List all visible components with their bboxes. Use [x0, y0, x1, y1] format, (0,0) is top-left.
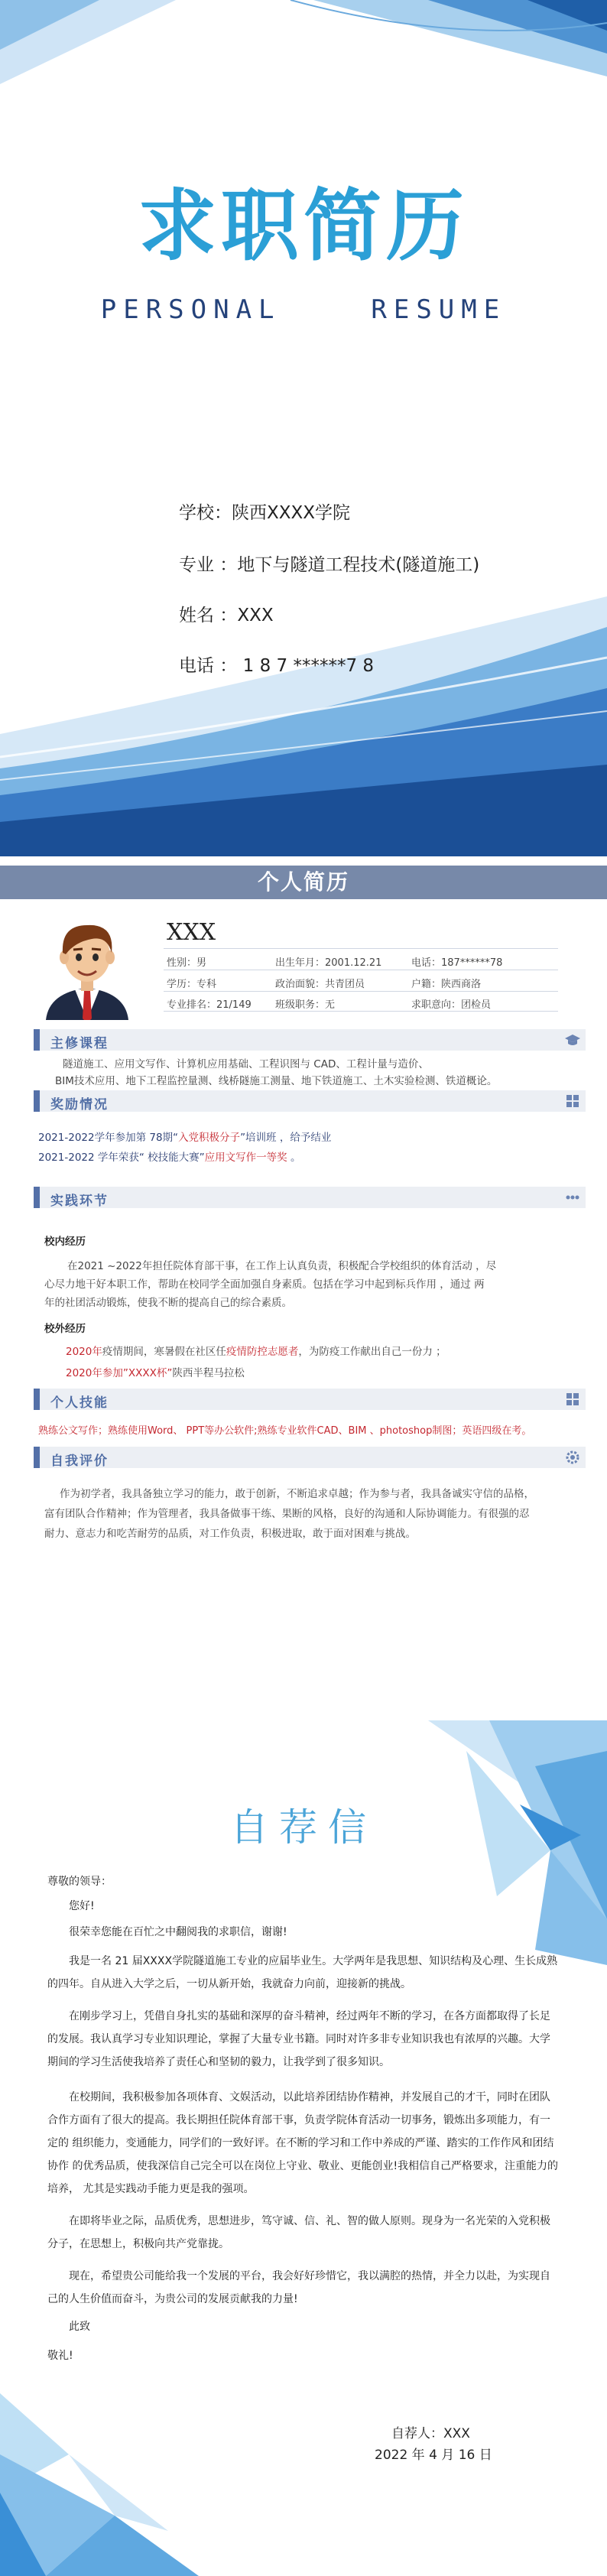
letter-paragraph-2: 我是一名 21 届XXXX学院隧道施工专业的应届毕业生。大学两年是我思想、知识结构及心理、生长成熟的四年。自从进入大学之后，一切从新开始，我就奋力向前，迎接新的挑战。 [47, 1955, 558, 1990]
section-practice: 实践环节 [34, 1187, 586, 1208]
skills-line: 熟练公文写作；熟练使用Word、 PPT等办公软件;熟练专业软件CAD、BIM 、photoshop制图；英语四级在考。 [38, 1425, 532, 1437]
letter-page [0, 1720, 607, 2576]
cover-subtitle: PERSONAL RESUME [100, 294, 507, 325]
profile-gender: 性别：男 [167, 957, 207, 969]
cover-page [0, 0, 607, 856]
campus-line-2: 心尽力地干好本职工作，帮助在校同学全面加强自身素质。包括在学习中起到标兵作用 ，通过 两 [44, 1278, 485, 1291]
grid-icon [564, 1391, 581, 1408]
outside-title: 校外经历 [44, 1323, 86, 1335]
letter-closing: 此致 [69, 2321, 90, 2333]
letter-paragraph-3: 在刚步学习上，凭借自身扎实的基础和深厚的奋斗精神，经过两年不断的学习，在各方面都取得了长足的发展。我认真学习专业知识理论，掌握了大量专业书籍。同时对许多非专业知识我也有浓厚的兴趣。大学期间的学习生活使我培养了责任心和坚韧的毅力，让我学到了很多知识。 [47, 2010, 550, 2068]
letter-paragraph-1: 很荣幸您能在百忙之中翻阅我的求职信，谢谢! [69, 1926, 287, 1938]
courses-line-1: 隧道施工、应用文写作、计算机应用基础、工程识图与 CAD、工程计量与造价、 [63, 1058, 429, 1070]
letter-regards: 敬礼! [47, 2350, 73, 2362]
resume-page [0, 858, 607, 1623]
campus-title: 校内经历 [44, 1236, 86, 1248]
info-major: 专业 ：地下与隧道工程技术(隧道施工) [179, 555, 480, 575]
letter-greeting: 您好! [69, 1900, 95, 1912]
gear-icon [564, 1449, 581, 1466]
outside-line-2: 2020年参加”XXXX杯”陕西半程马拉松 [66, 1367, 245, 1379]
letter-paragraph-5: 在即将毕业之际，品质优秀，思想进步，笃守诚、信、礼、智的做人原则。现身为一名光荣的入党积极分子，在思想上，积极向共产党靠拢。 [47, 2215, 550, 2250]
award-line-1: 2021-2022学年参加第 78期“入党积极分子”培训班 ，给予结业 [38, 1132, 332, 1144]
resume-banner: 个人简历 [0, 866, 607, 899]
profile-rank: 专业排名：21/149 [167, 999, 252, 1011]
cover-decoration [0, 0, 607, 856]
evaluation-line-3: 耐力、意志力和吃苦耐劳的品质，对工作负责，积极进取，敢于面对困难与挑战。 [44, 1528, 416, 1540]
campus-line-3: 年的社团活动锻炼，使我不断的提高自己的综合素质。 [44, 1297, 292, 1309]
profile-position: 班级职务：无 [275, 999, 336, 1011]
letter-paragraph-6: 现在，希望贵公司能给我一个发展的平台，我会好好珍惜它，我以满腔的热情，并全力以赴，为实现自己的人生价值而奋斗，为贵公司的发展贡献我的力量! [47, 2270, 550, 2305]
graduation-cap-icon [564, 1031, 581, 1048]
courses-line-2: BIM技术应用、地下工程监控量测、线桥隧施工测量、地下铁道施工、土木实验检测、铁道概论。 [55, 1075, 498, 1087]
candidate-name: XXX [167, 919, 216, 946]
campus-line-1: 在2021 ~2022年担任院体育部干事，在工作上认真负责，积极配合学校组织的体育活动 ，尽 [67, 1260, 497, 1272]
letter-paragraph-4: 在校期间，我积极参加各项体育、文娱活动，以此培养团结协作精神，并发展自己的才干，同时在团队合作方面有了很大的提高。我长期担任院体育部干事，负责学院体育活动一切事务，锻炼出多项能力，有一定的 组织能力，变通能力，同学们的一致好评。在不断的学习和工作中养成的严谨、踏实的工作作风和团结协作 的优秀品质，使我深信自己完全可以在岗位上守业、敬业、更能创业!我相信自己严格要求，注重能力的培养， 尤其是实践动手能力更是我的强项。 [47, 2091, 559, 2195]
section-evaluation: 自我评价 [34, 1447, 586, 1468]
outside-line-1: 2020年疫情期间，寒暑假在社区任疫情防控志愿者，为防疫工作献出自己一份力 ； [66, 1346, 446, 1358]
award-line-2: 2021-2022 学年荣获“ 校技能大赛”应用文写作一等奖 。 [38, 1152, 301, 1164]
evaluation-line-2: 富有团队合作精神；作为管理者，我具备做事干练、果断的风格，良好的沟通和人际协调能力。有很强的忍 [44, 1508, 530, 1520]
evaluation-line-1: 作为初学者，我具备独立学习的能力，敢于创新，不断追求卓越；作为参与者，我具备诚实守信的品格， [60, 1488, 534, 1500]
info-school: 学校：陕西XXXX学院 [179, 503, 351, 523]
profile-hukou: 户籍：陕西商洛 [411, 979, 482, 990]
profile-birth: 出生年月：2001.12.21 [275, 957, 382, 969]
cover-title: 求职简历 [138, 181, 469, 272]
section-skills: 个人技能 [34, 1389, 586, 1410]
profile-politics: 政治面貌：共青团员 [275, 979, 365, 990]
section-courses: 主修课程 [34, 1029, 586, 1051]
letter-title: 自荐信 [230, 1805, 377, 1850]
profile-education: 学历：专科 [167, 979, 217, 990]
letter-salutation: 尊敬的领导： [47, 1876, 112, 1888]
info-phone: 电话 ： 1 8 7 ******7 8 [179, 656, 375, 676]
letter-date: 2022 年 4 月 16 日 [375, 2448, 492, 2463]
grid-icon [564, 1093, 581, 1109]
section-awards: 奖励情况 [34, 1090, 586, 1112]
profile-phone: 电话：187******78 [411, 957, 503, 969]
info-name: 姓名 ：XXX [179, 606, 274, 625]
avatar [38, 913, 136, 1020]
profile-job: 求职意向：团检员 [411, 999, 492, 1011]
letter-signature: 自荐人：XXX [391, 2426, 470, 2441]
dots-icon [564, 1189, 581, 1206]
